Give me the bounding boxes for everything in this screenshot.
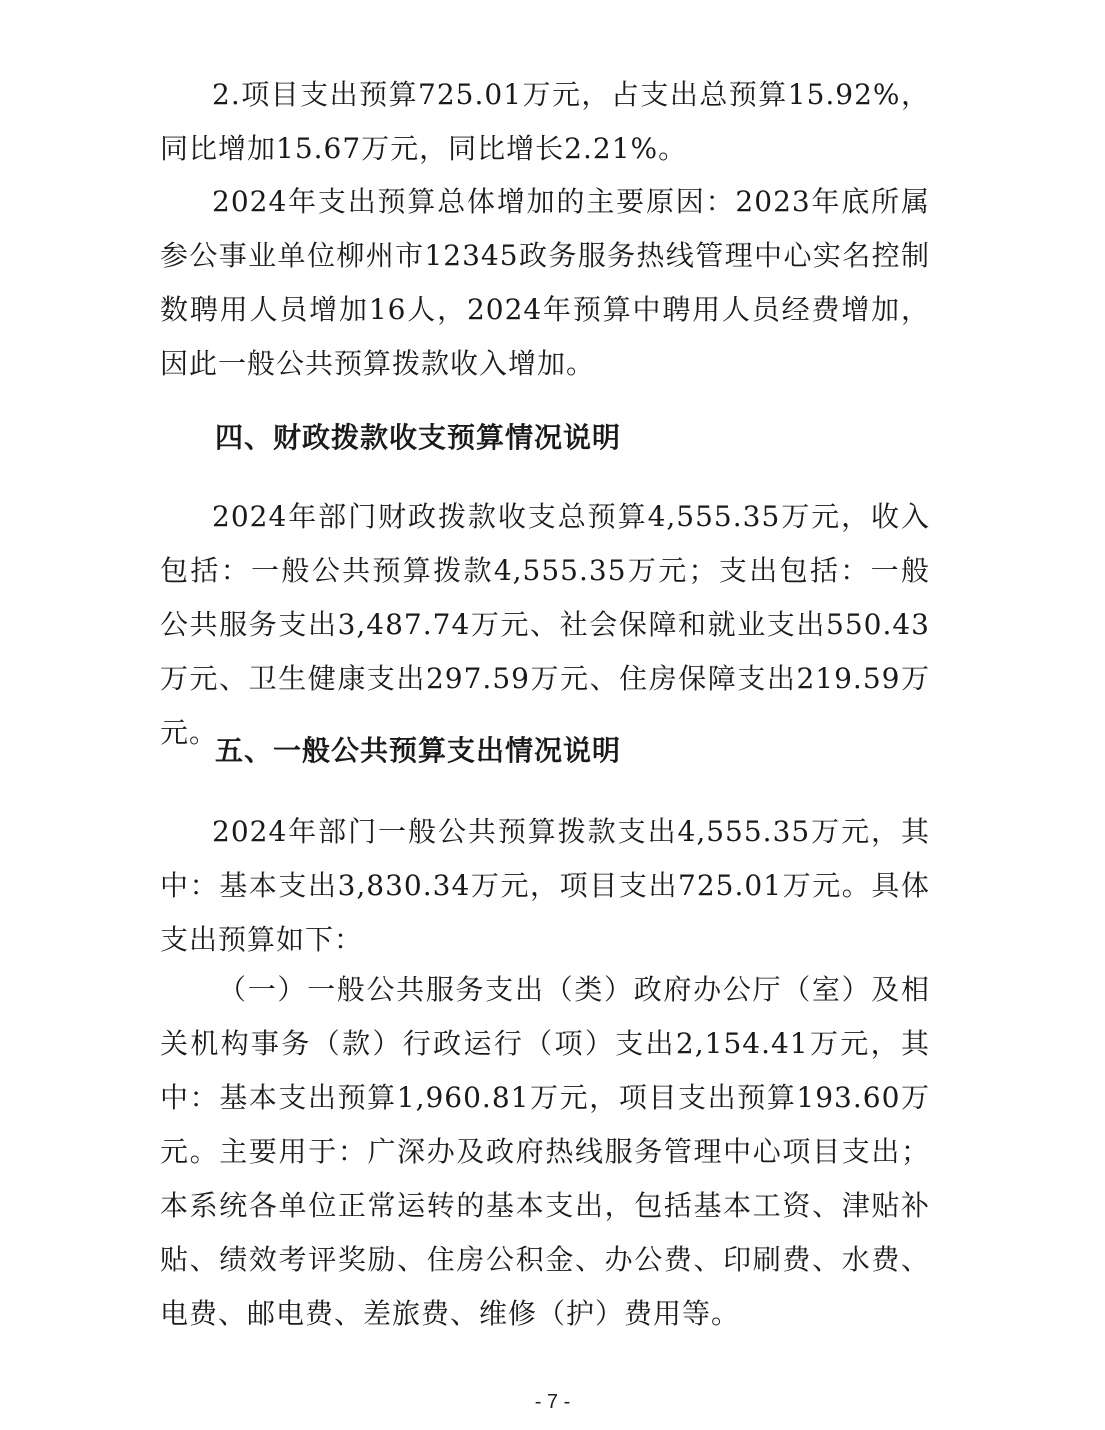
paragraph-increase-reason: 2024年支出预算总体增加的主要原因：2023年底所属参公事业单位柳州市12345政务服务热线管理中心实名控制数聘用人员增加16人，2024年预算中聘用人员经费增加，因此一般公共预算拨款收入增加。 [160, 185, 930, 380]
paragraph-fiscal-appropriation: 2024年部门财政拨款收支总预算4,555.35万元，收入包括：一般公共预算拨款4,555.35万元；支出包括：一般公共服务支出3,487.74万元、社会保障和就业支出550.43万元、卫生健康支出297.59万元、住房保障支出219.59万元。 [160, 500, 930, 749]
section-heading-general-budget: 五、一般公共预算支出情况说明 [215, 734, 622, 767]
paragraph-general-budget: 2024年部门一般公共预算拨款支出4,555.35万元，其中：基本支出3,830.34万元，项目支出725.01万元。具体支出预算如下： [160, 815, 930, 956]
section-heading-fiscal-appropriation: 四、财政拨款收支预算情况说明 [215, 421, 622, 454]
paragraph-administrative-operations: （一）一般公共服务支出（类）政府办公厅（室）及相关机构事务（款）行政运行（项）支出2,154.41万元，其中：基本支出预算1,960.81万元，项目支出预算193.60万元。主要用于：广深办及政府热线服务管理中心项目支出；本系统各单位正常运转的基本支出，包括基本工资、津贴补贴、绩效考评奖励、住房公积金、办公费、印刷费、水费、电费、邮电费、差旅费、维修（护）费用等。 [160, 973, 930, 1330]
paragraph-project-expenditure: 2.项目支出预算725.01万元，占支出总预算15.92%，同比增加15.67万元，同比增长2.21%。 [160, 78, 930, 165]
page-number: - 7 - [534, 1391, 571, 1413]
